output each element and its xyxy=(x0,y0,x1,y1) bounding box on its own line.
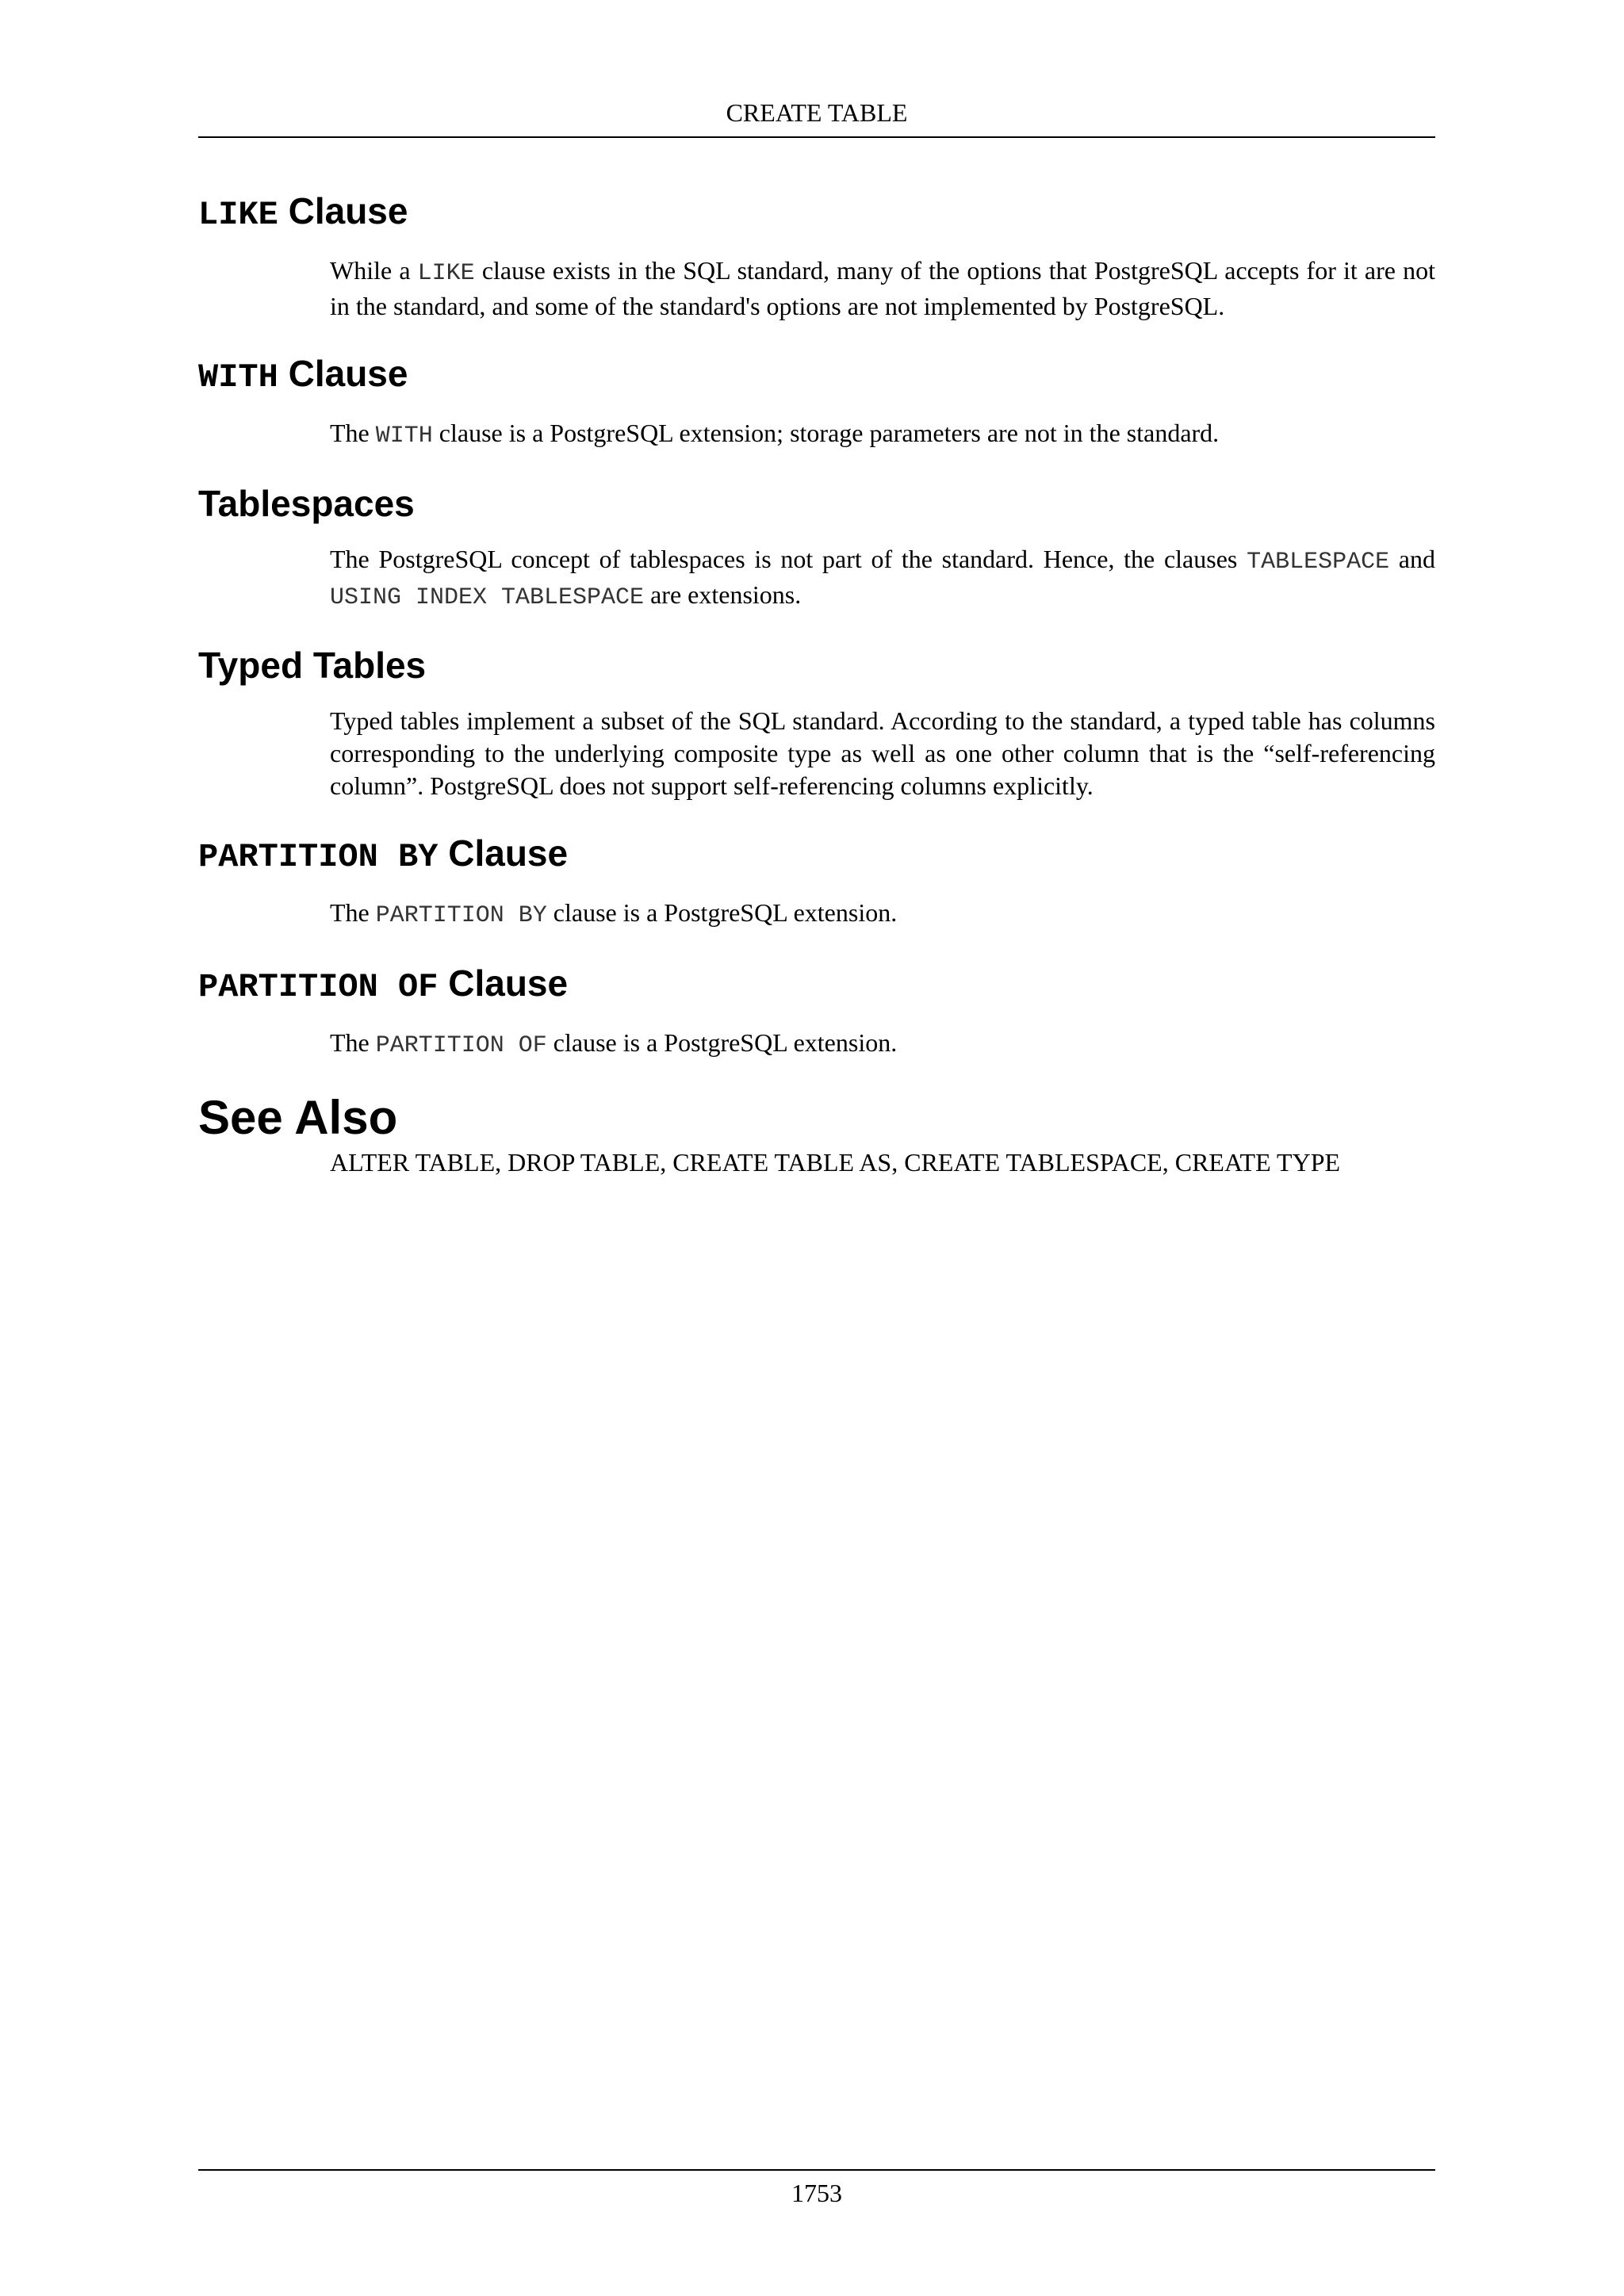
inline-code: TABLESPACE xyxy=(1247,549,1390,576)
text-run: While a xyxy=(330,256,418,285)
inline-code: USING INDEX TABLESPACE xyxy=(330,584,645,611)
paragraph-like-clause xyxy=(330,254,1435,323)
see-also-item-create-tablespace[interactable]: CREATE TABLESPACE xyxy=(904,1148,1162,1177)
footer-rule xyxy=(198,2169,1435,2171)
see-also-item-alter-table[interactable]: ALTER TABLE xyxy=(330,1148,496,1177)
heading-text: Clause xyxy=(438,962,569,1004)
heading-partition-of-clause xyxy=(198,959,1435,1011)
section-tablespaces xyxy=(198,480,1435,614)
text-run: The xyxy=(330,419,376,447)
text-run: clause is a PostgreSQL extension; storage parameters are not in the standard. xyxy=(432,419,1220,447)
inline-code: PARTITION BY xyxy=(375,902,547,929)
heading-see-also: See Also xyxy=(198,1091,398,1144)
paragraph-tablespaces xyxy=(330,543,1435,614)
text-run: The xyxy=(330,1028,376,1057)
heading-typed-tables: Typed Tables xyxy=(198,645,427,686)
section-see-also xyxy=(198,1089,1435,1179)
separator: , xyxy=(660,1148,673,1177)
inline-code: WITH xyxy=(375,423,433,450)
heading-text: Clause xyxy=(438,832,569,874)
section-with-clause xyxy=(198,350,1435,453)
heading-code: LIKE xyxy=(198,196,278,234)
header-rule xyxy=(198,136,1435,138)
heading-text: Clause xyxy=(278,190,408,232)
paragraph-typed-tables: Typed tables implement a subset of the SQL standard. According to the standard, a typed table has columns corresponding to the underlying composite type as well as one other column that is the “self-referencing column”. PostgreSQL does not support self-referencing columns explicitly. xyxy=(330,706,1435,800)
paragraph-partition-of-clause xyxy=(330,1027,1435,1062)
see-also-item-create-type[interactable]: CREATE TYPE xyxy=(1174,1148,1341,1177)
see-also-item-create-table-as[interactable]: CREATE TABLE AS xyxy=(672,1148,892,1177)
section-partition-of-clause xyxy=(198,959,1435,1062)
separator: , xyxy=(891,1148,905,1177)
text-run: The xyxy=(330,898,376,927)
spacer xyxy=(198,453,1435,480)
text-run: clause is a PostgreSQL extension. xyxy=(546,1028,898,1057)
heading-text: Clause xyxy=(278,353,408,394)
heading-with-clause xyxy=(198,350,1435,401)
spacer xyxy=(198,1062,1435,1089)
heading-code: PARTITION OF xyxy=(198,968,439,1006)
inline-code: LIKE xyxy=(417,260,475,287)
running-header: CREATE TABLE xyxy=(726,98,908,127)
heading-like-clause xyxy=(198,187,1435,239)
text-run: are extensions. xyxy=(644,580,802,609)
heading-code: PARTITION BY xyxy=(198,838,439,876)
text-run: The PostgreSQL concept of tablespaces is not part of the standard. Hence, the clauses xyxy=(330,545,1247,573)
spacer xyxy=(198,802,1435,829)
text-run: clause exists in the SQL standard, many of the options that PostgreSQL accepts for it are not in the standard, and some of the standard's options are not implemented by PostgreSQL. xyxy=(330,256,1436,320)
see-also-list xyxy=(330,1146,1435,1179)
spacer xyxy=(198,614,1435,641)
inline-code: PARTITION OF xyxy=(375,1032,547,1059)
heading-code: WITH xyxy=(198,358,278,396)
page-content xyxy=(198,187,1435,1179)
page-number: 1753 xyxy=(791,2179,842,2207)
paragraph-partition-by-clause xyxy=(330,897,1435,932)
spacer xyxy=(198,323,1435,350)
text-run: and xyxy=(1389,545,1436,573)
separator: , xyxy=(495,1148,508,1177)
paragraph-with-clause xyxy=(330,417,1435,453)
separator: , xyxy=(1162,1148,1175,1177)
heading-partition-by-clause xyxy=(198,829,1435,881)
text-run: clause is a PostgreSQL extension. xyxy=(546,898,898,927)
section-typed-tables xyxy=(198,641,1435,802)
heading-tablespaces: Tablespaces xyxy=(198,483,415,524)
section-like-clause xyxy=(198,187,1435,323)
section-partition-by-clause xyxy=(198,829,1435,932)
spacer xyxy=(198,932,1435,959)
see-also-item-drop-table[interactable]: DROP TABLE xyxy=(508,1148,661,1177)
